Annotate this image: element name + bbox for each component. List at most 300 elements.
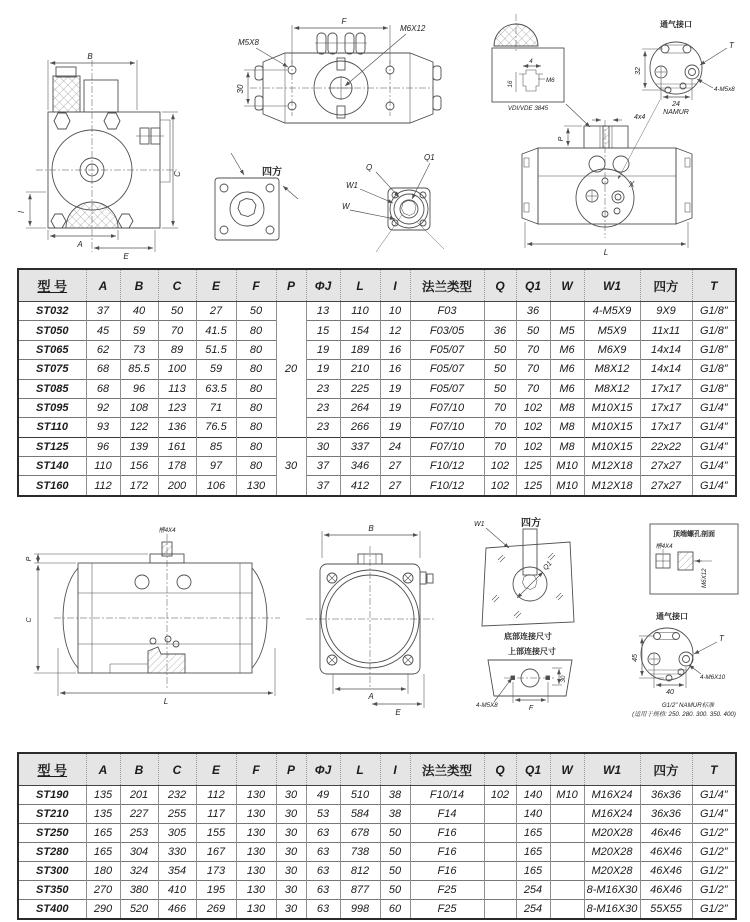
dimensions-table-large — [17, 752, 737, 920]
table-cell: 46X46 — [640, 842, 692, 861]
dim-label-p: P — [558, 136, 565, 142]
dim-label-i: I — [17, 210, 26, 214]
table-cell: M5X9 — [584, 321, 640, 340]
table-cell: 178 — [158, 457, 196, 476]
label-w1-2: W1 — [474, 521, 485, 528]
table-cell: 80 — [236, 437, 276, 456]
table-cell: 255 — [158, 804, 196, 823]
table-cell: 584 — [340, 804, 380, 823]
table-cell: 19 — [380, 418, 410, 437]
model-cell: ST050 — [18, 321, 86, 340]
table-cell: 254 — [516, 899, 550, 919]
model-cell: ST110 — [18, 418, 86, 437]
table-cell: F25 — [410, 899, 484, 919]
table-cell: F05/07 — [410, 360, 484, 379]
table-cell: 40 — [120, 302, 158, 321]
table-cell: 50 — [236, 302, 276, 321]
table-cell: 380 — [120, 880, 158, 899]
header-cell: 法兰类型 — [410, 753, 484, 786]
table-cell: 76.5 — [196, 418, 236, 437]
table-cell: M6 — [550, 379, 584, 398]
table-cell: 63 — [306, 823, 340, 842]
label-w1: W1 — [346, 181, 358, 190]
table-cell — [550, 823, 584, 842]
table-cell: M20X28 — [584, 861, 640, 880]
table-cell: 4-M5X9 — [584, 302, 640, 321]
table-cell: 165 — [86, 823, 120, 842]
label-x: X — [629, 180, 635, 189]
table-row — [18, 880, 736, 899]
label-4m6x10: 4-M6X10 — [700, 674, 726, 681]
table-cell: 139 — [120, 437, 158, 456]
thread-section-title: 顶端螺孔剖面 — [673, 531, 715, 538]
table-cell: M16X24 — [584, 804, 640, 823]
table-cell: 110 — [86, 457, 120, 476]
model-cell: ST160 — [18, 476, 86, 496]
label-m6x12-2: M6X12 — [701, 568, 708, 588]
table-cell: 253 — [120, 823, 158, 842]
table-row — [18, 823, 736, 842]
table-cell: G1/8” — [692, 379, 736, 398]
label-4x4: 4x4 — [634, 114, 646, 121]
table-cell: 36 — [516, 302, 550, 321]
drawing-top-view — [236, 17, 441, 123]
table-cell — [484, 899, 516, 919]
table-cell: M6 — [550, 340, 584, 359]
dim-label-45: 45 — [632, 654, 639, 662]
table-cell: M12X18 — [584, 457, 640, 476]
table-cell: 678 — [340, 823, 380, 842]
table-row — [18, 842, 736, 861]
table-cell: G1/4” — [692, 398, 736, 417]
table-cell: 17x17 — [640, 398, 692, 417]
table-cell: M8 — [550, 418, 584, 437]
table-row — [18, 457, 736, 476]
table-cell: 290 — [86, 899, 120, 919]
table-cell: 50 — [484, 379, 516, 398]
table-cell: 70 — [484, 398, 516, 417]
table-cell: G1/8” — [692, 360, 736, 379]
header-cell: Q — [484, 753, 516, 786]
table-cell: 37 — [86, 302, 120, 321]
label-t-2: T — [719, 634, 724, 643]
table-cell: 167 — [196, 842, 236, 861]
label-q1: Q1 — [424, 153, 435, 162]
model-cell: ST140 — [18, 457, 86, 476]
table-cell: M8 — [550, 398, 584, 417]
table-cell: 53 — [306, 804, 340, 823]
table-cell: 24 — [380, 437, 410, 456]
table-cell: 324 — [120, 861, 158, 880]
table-cell: 30 — [276, 804, 306, 823]
table-cell: 30 — [276, 861, 306, 880]
header-cell: 型 号 — [18, 753, 86, 786]
table-cell: 59 — [196, 360, 236, 379]
dim-label-e: E — [123, 252, 129, 261]
table-cell: 89 — [158, 340, 196, 359]
header-cell: 四方 — [640, 269, 692, 302]
table-cell: G1/4” — [692, 804, 736, 823]
table-cell: 210 — [340, 360, 380, 379]
table-cell: 254 — [516, 880, 550, 899]
table-cell — [550, 899, 584, 919]
table-cell: G1/2” — [692, 842, 736, 861]
table-cell: F25 — [410, 880, 484, 899]
dim-label-30-2: 30 — [560, 675, 567, 683]
header-cell: L — [340, 753, 380, 786]
table-cell: 71 — [196, 398, 236, 417]
table-cell: 97 — [196, 457, 236, 476]
header-cell: Q1 — [516, 753, 550, 786]
table-cell: 50 — [380, 823, 410, 842]
header-cell: W1 — [584, 753, 640, 786]
header-cell: A — [86, 269, 120, 302]
dim-label-b2: B — [368, 524, 374, 533]
dim-label-4: 4 — [529, 58, 533, 65]
header-cell: C — [158, 269, 196, 302]
table-cell: 173 — [196, 861, 236, 880]
table-cell: G1/4” — [692, 418, 736, 437]
table-cell: 130 — [236, 842, 276, 861]
table-cell: 80 — [236, 340, 276, 359]
dim-label-c2: C — [26, 617, 33, 623]
table-cell: 49 — [306, 786, 340, 805]
label-4m5x8: 4-M5x8 — [714, 86, 735, 93]
table-cell: 46x46 — [640, 823, 692, 842]
table-cell: 130 — [236, 786, 276, 805]
table-cell: 30 — [276, 842, 306, 861]
table-row — [18, 321, 736, 340]
table-cell — [550, 880, 584, 899]
table-cell: G1/2” — [692, 899, 736, 919]
table-cell: 269 — [196, 899, 236, 919]
table-cell: F16 — [410, 842, 484, 861]
table-cell: 27x27 — [640, 457, 692, 476]
table-cell: G1/2” — [692, 861, 736, 880]
model-cell: ST032 — [18, 302, 86, 321]
drawing-end-view-mid — [306, 524, 436, 717]
table-cell: 70 — [516, 360, 550, 379]
table-cell: 50 — [516, 321, 550, 340]
dim-label-16: 16 — [507, 80, 514, 88]
table-cell: 125 — [516, 457, 550, 476]
table-cell: 354 — [158, 861, 196, 880]
table-cell: M12X18 — [584, 476, 640, 496]
table-cell: 30 — [276, 823, 306, 842]
model-cell: ST085 — [18, 379, 86, 398]
label-sifang: 四方 — [262, 167, 282, 178]
table-cell: 50 — [484, 360, 516, 379]
table-cell: 70 — [484, 437, 516, 456]
table-cell: 45 — [86, 321, 120, 340]
table-cell: 135 — [86, 804, 120, 823]
table-cell: 80 — [236, 379, 276, 398]
dim-label-b: B — [87, 52, 93, 61]
table-cell: M10 — [550, 476, 584, 496]
table-cell: 106 — [196, 476, 236, 496]
table-cell: M5 — [550, 321, 584, 340]
table-cell: 96 — [86, 437, 120, 456]
header-cell: 四方 — [640, 753, 692, 786]
table-cell: M10 — [550, 786, 584, 805]
table-cell: 60 — [380, 899, 410, 919]
table-cell: 36x36 — [640, 786, 692, 805]
dim-label-32: 32 — [635, 67, 642, 75]
table-cell: 62 — [86, 340, 120, 359]
table-row — [18, 418, 736, 437]
model-cell: ST350 — [18, 880, 86, 899]
table-cell: 130 — [236, 476, 276, 496]
table-cell: 19 — [380, 379, 410, 398]
table-row — [18, 437, 736, 456]
table-cell: 15 — [306, 321, 340, 340]
table-cell: 195 — [196, 880, 236, 899]
table-cell: 38 — [380, 804, 410, 823]
table-cell: 161 — [158, 437, 196, 456]
header-cell: 法兰类型 — [410, 269, 484, 302]
caption-top-conn: 上部连接尺寸 — [508, 647, 556, 656]
model-cell: ST300 — [18, 861, 86, 880]
table-cell: 70 — [516, 379, 550, 398]
table-cell: 410 — [158, 880, 196, 899]
table-cell: 63.5 — [196, 379, 236, 398]
table-cell: F10/12 — [410, 457, 484, 476]
table-cell: 80 — [236, 321, 276, 340]
table-cell: 112 — [86, 476, 120, 496]
table-row — [18, 398, 736, 417]
table-cell: 27 — [380, 457, 410, 476]
table-cell: 80 — [236, 418, 276, 437]
header-cell: ΦJ — [306, 753, 340, 786]
table-cell: 130 — [236, 880, 276, 899]
table-cell: 23 — [306, 379, 340, 398]
table-cell — [484, 302, 516, 321]
table-cell: 37 — [306, 457, 340, 476]
label-sifang-2: 四方 — [521, 518, 541, 529]
table-cell — [484, 880, 516, 899]
top-drawings — [0, 0, 750, 266]
table-cell: 14x14 — [640, 340, 692, 359]
table-cell: 55X55 — [640, 899, 692, 919]
caption-vdi: VDI/VDE 3845 — [507, 105, 549, 112]
table-cell: 19 — [306, 340, 340, 359]
table-cell: 135 — [86, 786, 120, 805]
table-cell: 108 — [120, 398, 158, 417]
label-m6: M6 — [546, 77, 555, 84]
table-cell: M8X12 — [584, 360, 640, 379]
label-slot4x4: 槽4X4 — [158, 527, 176, 534]
table-cell: F14 — [410, 804, 484, 823]
table-cell: M20X28 — [584, 842, 640, 861]
dim-label-l2: L — [163, 697, 169, 706]
caption-namur-std: G1/2” NAMUR标准 — [661, 702, 715, 709]
dim-label-f: F — [341, 17, 347, 26]
table-cell: M20X28 — [584, 823, 640, 842]
table-cell: M10X15 — [584, 418, 640, 437]
table-cell: M6 — [550, 360, 584, 379]
table-cell: 93 — [86, 418, 120, 437]
table-cell: 73 — [120, 340, 158, 359]
dim-label-c: C — [173, 171, 182, 177]
table-cell: 68 — [86, 379, 120, 398]
label-slot4x4-2: 槽4X4 — [655, 543, 673, 550]
table-cell: M10X15 — [584, 398, 640, 417]
table-row — [18, 786, 736, 805]
table-cell: F10/14 — [410, 786, 484, 805]
table-row — [18, 360, 736, 379]
table-row — [18, 379, 736, 398]
table-cell: 80 — [236, 360, 276, 379]
table-cell: M6X9 — [584, 340, 640, 359]
table-cell: 232 — [158, 786, 196, 805]
model-cell: ST075 — [18, 360, 86, 379]
table-cell: G1/2” — [692, 823, 736, 842]
caption-bottom-conn: 底部连接尺寸 — [504, 632, 552, 641]
table-cell: 100 — [158, 360, 196, 379]
table-cell: G1/8” — [692, 340, 736, 359]
table-cell — [550, 302, 584, 321]
drawing-namur-top — [618, 19, 735, 179]
table-cell-merged: 30 — [276, 437, 306, 496]
table-row — [18, 302, 736, 321]
header-cell: I — [380, 269, 410, 302]
table-cell: 520 — [120, 899, 158, 919]
table-cell: 59 — [120, 321, 158, 340]
caption-namur-sizes: (适用于规格: 250. 280. 300. 350. 400) — [632, 711, 736, 718]
header-cell: 型 号 — [18, 269, 86, 302]
table-cell: G1/8” — [692, 321, 736, 340]
table-cell: 46X46 — [640, 880, 692, 899]
table-cell: 36x36 — [640, 804, 692, 823]
table-cell: 36 — [484, 321, 516, 340]
table-cell: 102 — [484, 457, 516, 476]
table-cell: 812 — [340, 861, 380, 880]
table-cell: 10 — [380, 302, 410, 321]
label-namur: NAMUR — [663, 109, 689, 116]
table-cell: 154 — [340, 321, 380, 340]
table-cell: 9X9 — [640, 302, 692, 321]
table-cell: F03/05 — [410, 321, 484, 340]
table-cell: G1/4” — [692, 457, 736, 476]
drawing-end-view-top — [522, 114, 692, 257]
table-cell: 30 — [276, 786, 306, 805]
table-cell: F07/10 — [410, 418, 484, 437]
table-cell: 123 — [158, 398, 196, 417]
label-t: T — [729, 41, 734, 50]
table-cell: 96 — [120, 379, 158, 398]
header-cell: C — [158, 753, 196, 786]
model-cell: ST125 — [18, 437, 86, 456]
dimensions-table-small — [17, 268, 737, 497]
table-cell: 304 — [120, 842, 158, 861]
table-cell: 27 — [196, 302, 236, 321]
table-cell: 180 — [86, 861, 120, 880]
header-cell: T — [692, 753, 736, 786]
table-cell — [484, 823, 516, 842]
table-cell: 14x14 — [640, 360, 692, 379]
table-cell: 70 — [484, 418, 516, 437]
table-cell — [484, 842, 516, 861]
table-cell: G1/4” — [692, 786, 736, 805]
table-cell: 102 — [516, 418, 550, 437]
table-cell: 264 — [340, 398, 380, 417]
table-cell — [550, 804, 584, 823]
header-cell: B — [120, 269, 158, 302]
dim-label-e2: E — [395, 708, 401, 717]
table-cell-merged: 20 — [276, 302, 306, 438]
table-cell — [484, 804, 516, 823]
table-cell: 165 — [516, 823, 550, 842]
table-row — [18, 476, 736, 496]
table-cell: M8 — [550, 437, 584, 456]
label-q: Q — [366, 163, 373, 172]
model-cell: ST210 — [18, 804, 86, 823]
table-row — [18, 804, 736, 823]
dim-label-30: 30 — [236, 84, 245, 94]
table-cell: 130 — [236, 823, 276, 842]
table-cell: 113 — [158, 379, 196, 398]
label-4m5x8-2: 4-M5X8 — [476, 702, 498, 709]
table-cell: 63 — [306, 880, 340, 899]
table-cell: 30 — [306, 437, 340, 456]
model-cell: ST400 — [18, 899, 86, 919]
table-cell — [550, 861, 584, 880]
table-cell: 738 — [340, 842, 380, 861]
dim-label-40: 40 — [666, 689, 674, 696]
table-cell: 155 — [196, 823, 236, 842]
header-cell: E — [196, 753, 236, 786]
table-cell: F05/07 — [410, 379, 484, 398]
header-cell: W — [550, 753, 584, 786]
vent-port-title-2: 通气接口 — [656, 612, 688, 621]
table1-container — [17, 268, 735, 497]
table-cell: 16 — [380, 340, 410, 359]
table-cell: 12 — [380, 321, 410, 340]
header-cell: Q — [484, 269, 516, 302]
table-cell: 13 — [306, 302, 340, 321]
table-cell: 17x17 — [640, 418, 692, 437]
table-cell: 68 — [86, 360, 120, 379]
table-cell: 122 — [120, 418, 158, 437]
table-cell: F05/07 — [410, 340, 484, 359]
table-cell: 23 — [306, 418, 340, 437]
table-cell: 70 — [158, 321, 196, 340]
table-cell: 117 — [196, 804, 236, 823]
table-cell — [550, 842, 584, 861]
header-cell: T — [692, 269, 736, 302]
table-cell: 30 — [276, 880, 306, 899]
dim-label-a: A — [77, 240, 83, 249]
table-cell: 22x22 — [640, 437, 692, 456]
table-cell: 270 — [86, 880, 120, 899]
dim-label-l: L — [603, 248, 609, 257]
table-cell: 16 — [380, 360, 410, 379]
model-cell: ST190 — [18, 786, 86, 805]
table-cell: 140 — [516, 804, 550, 823]
table-cell: 189 — [340, 340, 380, 359]
table-cell: F07/10 — [410, 437, 484, 456]
table-cell: 227 — [120, 804, 158, 823]
table-cell: 102 — [516, 437, 550, 456]
table-cell: 510 — [340, 786, 380, 805]
table-cell: M16X24 — [584, 786, 640, 805]
middle-drawings — [0, 498, 750, 748]
header-cell: A — [86, 753, 120, 786]
table-cell: 998 — [340, 899, 380, 919]
table-cell: 19 — [306, 360, 340, 379]
table-cell: G1/8” — [692, 302, 736, 321]
table-cell: 136 — [158, 418, 196, 437]
